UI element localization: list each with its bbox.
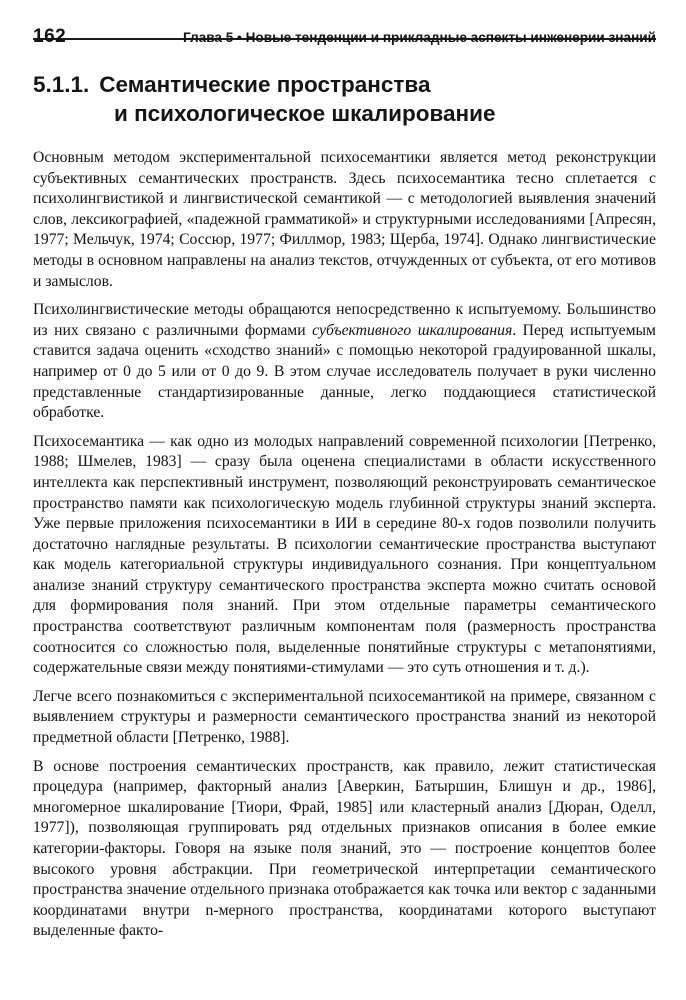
running-header: [33, 0, 656, 47]
chapter-title: Глава 5 • Новые тенденции и прикладные аспекты инженерии знаний: [182, 30, 656, 45]
section-title-line-2: и психологическое шкалирование: [114, 101, 496, 126]
paragraph-1: Основным методом экспериментальной психосемантики является метод реконструкции субъективных семантических пространств. Здесь психосемантика тесно сплетается с психолингвистикой и лингвистической семантикой — с методологией выявления значений слов, лексикографией, «падежной грамматикой» и структурными исследованиями [Апресян, 1977; Мельчук, 1974; Соссюр, 1977; Филлмор, 1983; Щерба, 1974]. Однако лингвистические методы в основном направлены на анализ текстов, отчужденных от субъекта, от его мотивов и замыслов.: [33, 149, 656, 290]
section-title-line-1: Семантические пространства: [99, 72, 431, 97]
paragraph-3: Психосемантика — как одно из молодых направлений современной психологии [Петренко, 1988; Шмелев, 1983] — сразу была оценена специалистами в области искусственного интеллекта как перспективный инструмент, позволяющий реконструировать семантическое пространство памяти как психологическую модель глубинной структуры знаний эксперта. Уже первые приложения психосемантики в ИИ в середине 80-х годов позволили получить достаточно наглядные результаты. В психологии семантические пространства выступают как модель категориальной структуры индивидуального сознания. При концептуальном анализе знаний структуру семантического пространства эксперта можно считать основой для формирования поля знаний. При этом отдельные параметры семантического пространства соответствуют различным компонентам поля (размерность пространства соотносится со сложностью поля, выделенные понятийные структуры с метапонятиями, содержательные связи между понятиями-стимулами — это суть отношения и т. д.).: [33, 432, 656, 677]
paragraph-4: Легче всего познакомиться с экспериментальной психосемантикой на примере, связанном с выявлением структуры и размерности семантического пространства знаний из некоторой предметной области [Петренко, 1988].: [33, 687, 656, 747]
paragraph-2: [33, 300, 656, 424]
body-text: [33, 148, 656, 942]
paragraph-2-emphasis: субъективного шкалирования: [312, 321, 513, 339]
paragraph-5: В основе построения семантических пространств, как правило, лежит статистическая процедура (например, факторный анализ [Аверкин, Батыршин, Блишун и др., 1986], многомерное шкалирование [Тиори, Фрай, 1985] или кластерный анализ [Дюран, Оделл, 1977]), позволяющая группировать ряд отдельных признаков описания в более емкие категории-факторы. Говоря на языке поля знаний, это — построение концептов более высокого уровня абстракции. При геометрической интерпретации семантического пространства значение отдельного признака отображается как точка или вектор с заданными координатами внутри n-мерного пространства, координатами которого выступают выделенные факто-: [33, 757, 656, 940]
section-heading-line-1: [33, 70, 656, 99]
section-heading: [33, 70, 656, 128]
section-number: 5.1.1.: [33, 72, 90, 97]
paragraph-2-start: Психолингвистические методы обращаются непосредственно к испытуемому. Большинство из них связано с различными формами: [33, 301, 656, 339]
paragraph-2-end: . Перед испытуемым ставится задача оценить «сходство знаний» с помощью некоторой градуированной шкалы, например от 0 до 5 или от 0 до 9. В этом случае исследователь получает в руки численно представленные стандартизированные данные, легко поддающиеся статистической обработке.: [33, 321, 656, 422]
page-number: 162: [33, 26, 67, 47]
